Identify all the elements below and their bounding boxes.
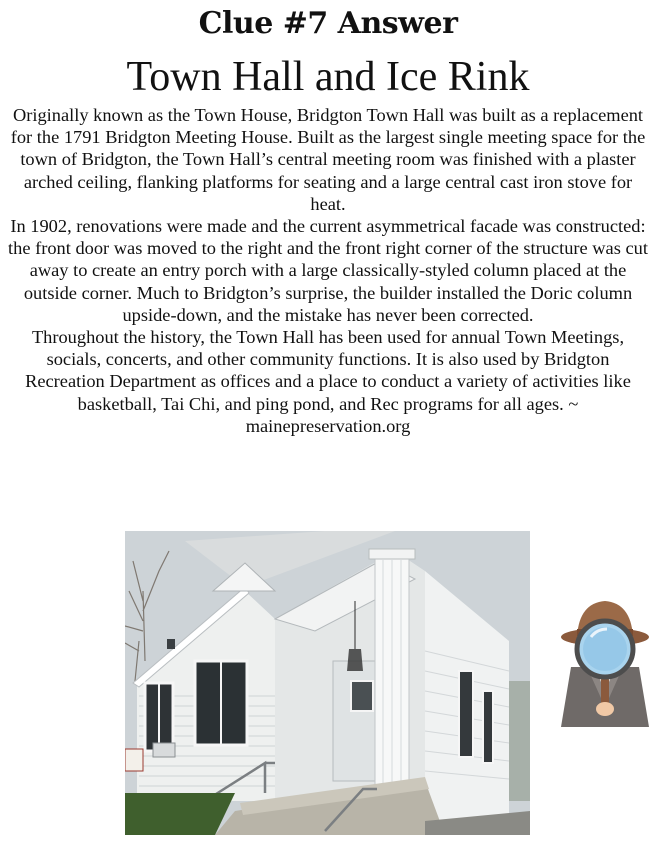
paragraph-renovation: In 1902, renovations were made and the current asymmetrical facade was constructed: the front door was moved to the right and the front right corner of the structure was cut away to create an entry porch with a large classically-styled column placed at the outside corner. Much to Bridgton’s surprise, the builder installed the Doric column upside-down, and the mistake has never been corrected. bbox=[8, 216, 648, 325]
page-title: Town Hall and Ice Rink bbox=[126, 54, 530, 100]
paragraph-history: Originally known as the Town House, Bridgton Town Hall was built as a replacement for the 1791 Bridgton Meeting House. Built as the largest single meeting space for the town of Bridgton, the Town Hall’s central meeting room was finished with a plaster arched ceiling, flanking platforms for seating and a large central cast iron stove for heat. bbox=[10, 105, 646, 214]
town-hall-photo bbox=[125, 531, 530, 835]
article-body bbox=[6, 104, 650, 437]
paragraph-usage: Throughout the history, the Town Hall has been used for annual Town Meetings, socials, concerts, and other community functions. It is also used by Bridgton Recreation Department as offices and a place to conduct a variety of activities like basketball, Tai Chi, and ping pond, and Rec programs for all ages. ~ mainepreservation.org bbox=[25, 327, 631, 436]
detective-magnifier-icon bbox=[557, 597, 653, 727]
clue-heading: Clue #7 Answer bbox=[198, 6, 458, 41]
